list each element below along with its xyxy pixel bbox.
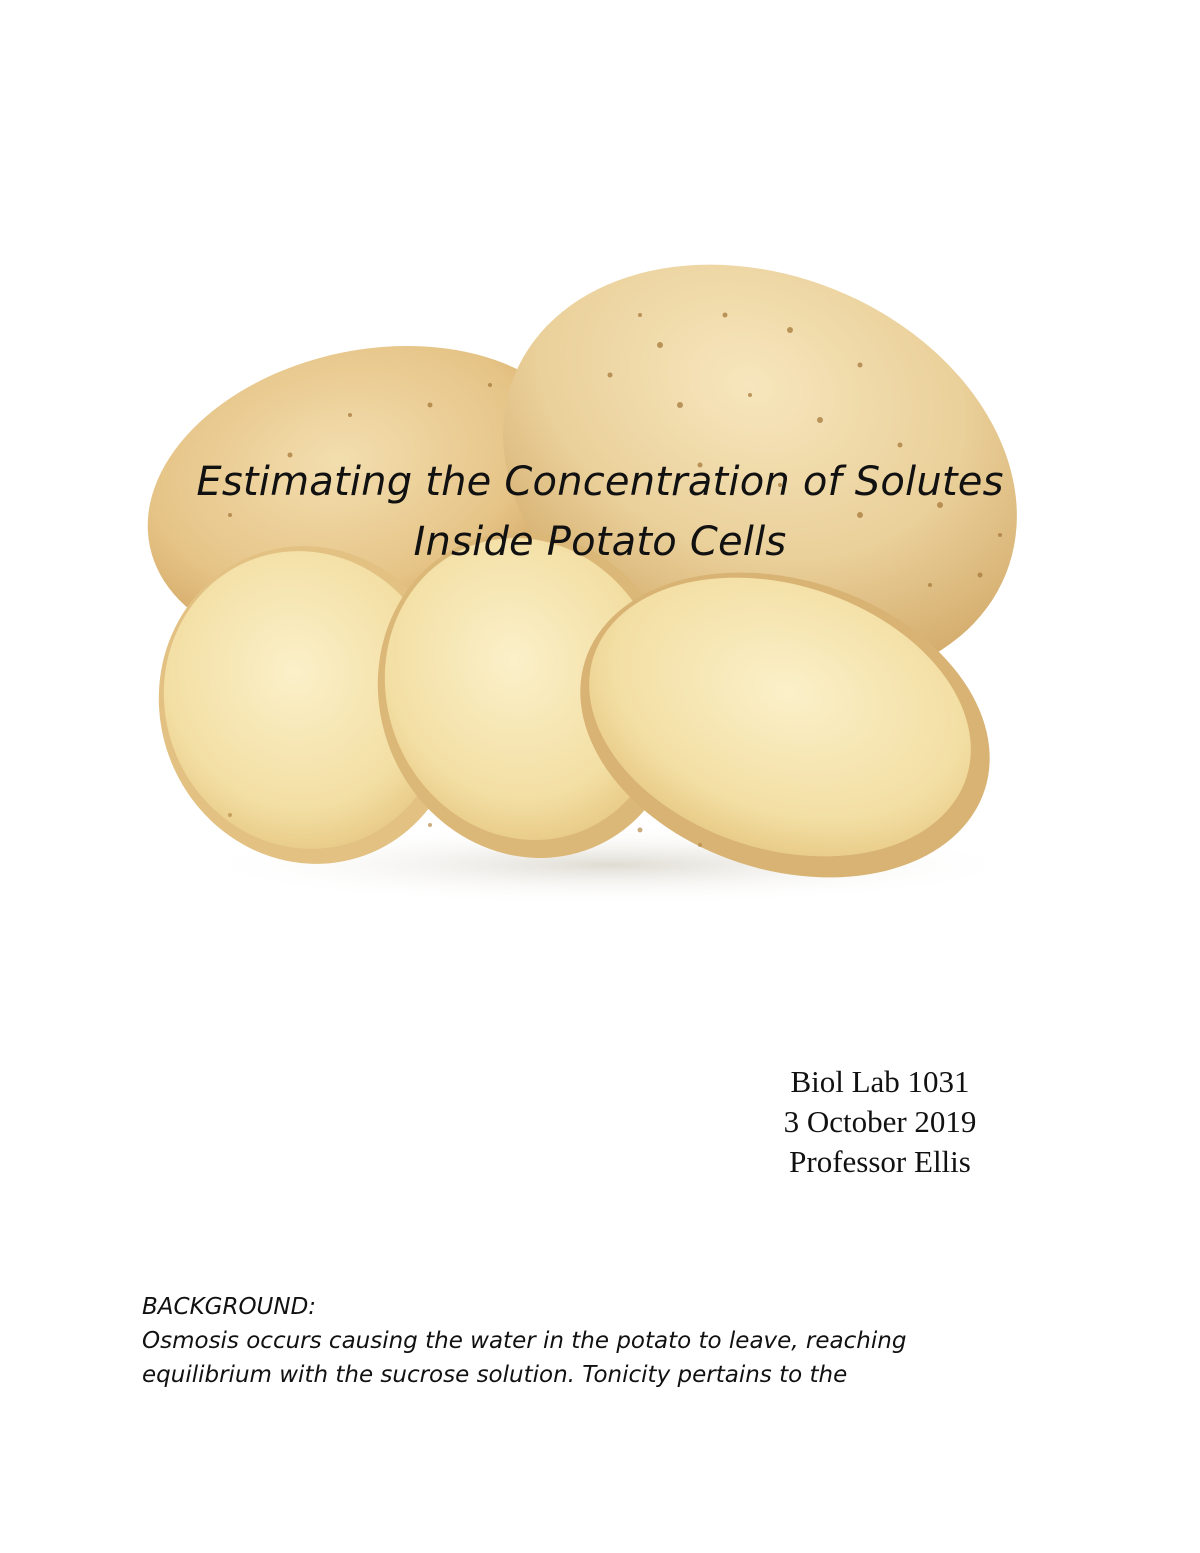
title-line-1: Estimating the Concentration of Solutes bbox=[196, 459, 1004, 505]
background-heading: BACKGROUND: bbox=[142, 1294, 317, 1320]
background-line-2: equilibrium with the sucrose solution. Tonicity pertains to the bbox=[142, 1362, 848, 1388]
background-body bbox=[142, 1324, 1042, 1392]
instructor-label: Professor Ellis bbox=[789, 1144, 971, 1179]
background-section bbox=[142, 1290, 1042, 1392]
document-meta bbox=[700, 1062, 1060, 1182]
document-title bbox=[0, 452, 1200, 572]
title-line-2: Inside Potato Cells bbox=[413, 519, 787, 565]
date-label: 3 October 2019 bbox=[783, 1104, 977, 1139]
background-line-1: Osmosis occurs causing the water in the potato to leave, reaching bbox=[142, 1328, 907, 1354]
course-label: Biol Lab 1031 bbox=[790, 1064, 970, 1099]
potato-cover-image bbox=[140, 255, 1040, 905]
potatoes-illustration bbox=[140, 255, 1040, 905]
